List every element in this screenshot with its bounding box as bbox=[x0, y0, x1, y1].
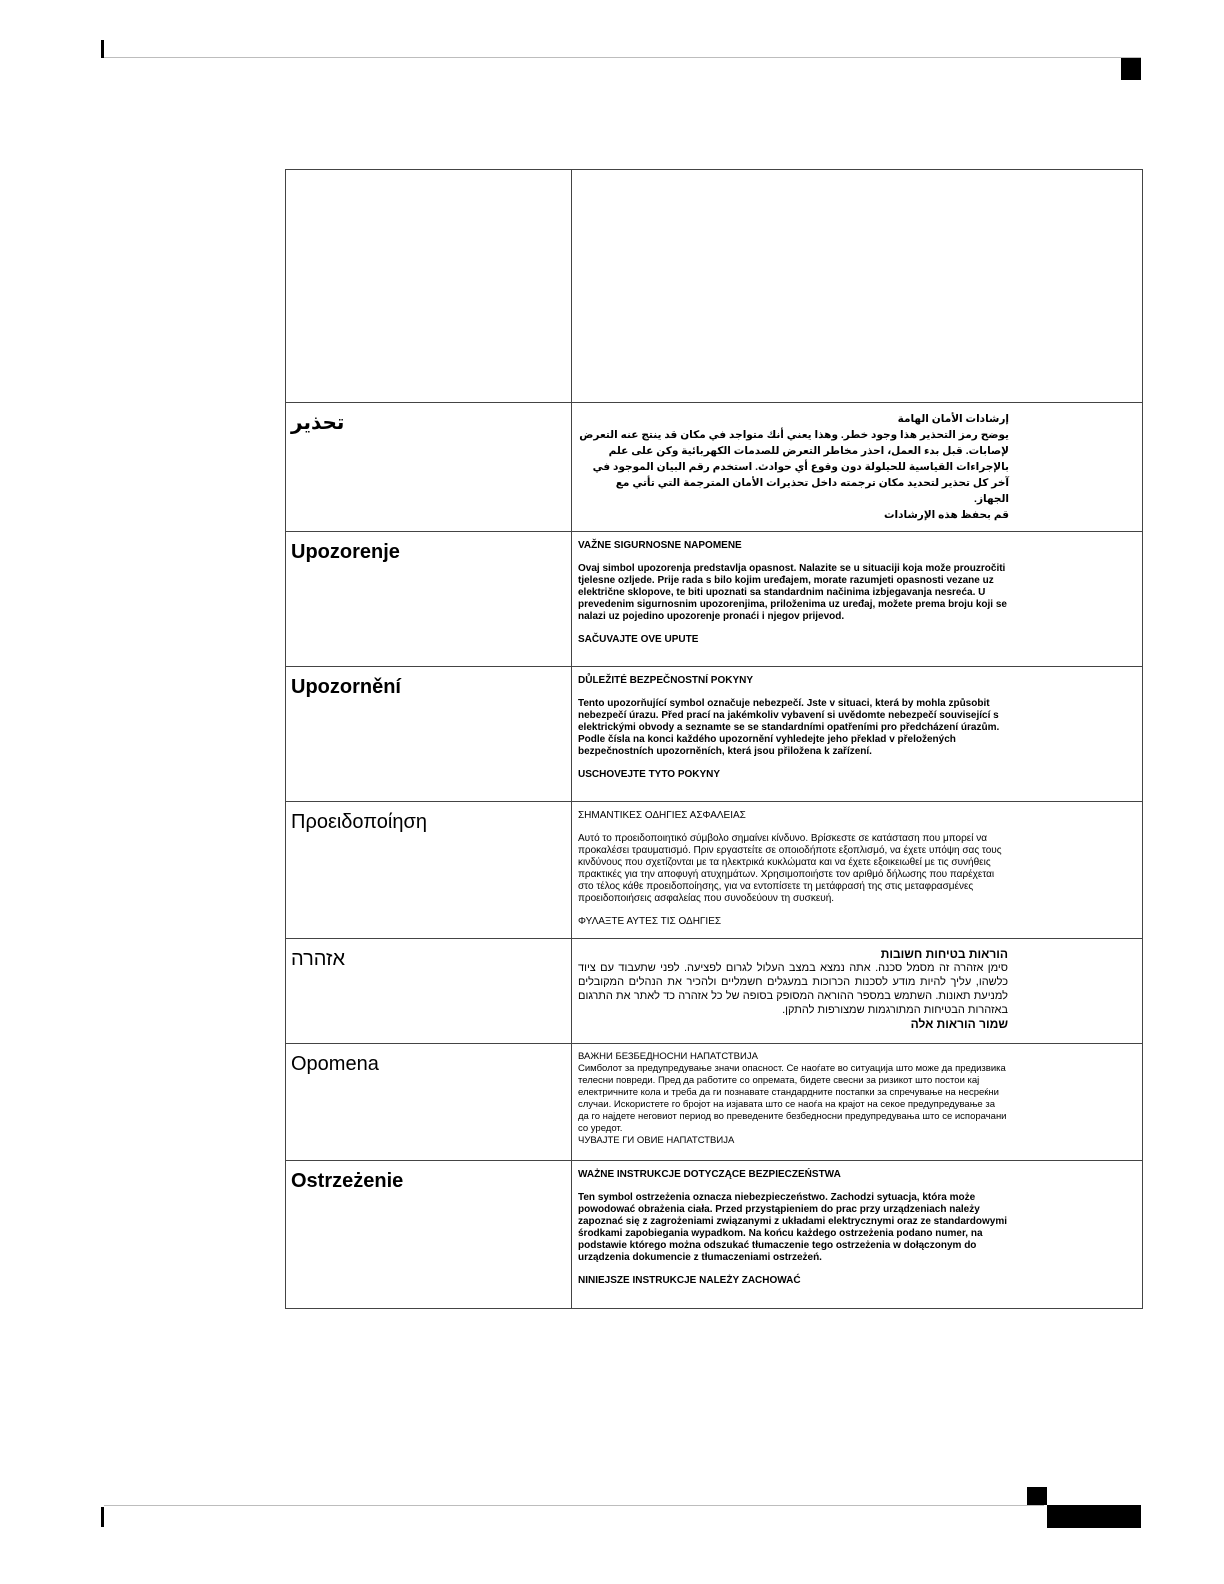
warning-body: Ten symbol ostrzeżenia oznacza niebezpieczeństwo. Zachodzi sytuacja, która może powodować obrażenia ciała. Przed przystąpieniem do prac przy urządzeniach należy zapoznać się z zagrożeniami związanymi z układami elektrycznymi oraz ze standardowymi środkami zapobiegania wypadkom. Na końcu każdego ostrzeżenia podano numer, na podstawie którego można odszukać tłumaczenie tego ostrzeżenia w dołączonym do urządzenia dokumencie z tłumaczeniami ostrzeżeń. bbox=[578, 1192, 1008, 1263]
warning-label-polish: Ostrzeżenie bbox=[291, 1170, 404, 1192]
warning-footer: SAČUVAJTE OVE UPUTE bbox=[578, 634, 699, 645]
warning-heading: إرشادات الأمان الهامة bbox=[897, 413, 1009, 425]
header-page-marker bbox=[1121, 58, 1141, 80]
table-row bbox=[286, 802, 1143, 939]
warning-heading: הוראות בטיחות חשובות bbox=[880, 947, 1008, 961]
warning-body: סימן אזהרה זה מסמל סכנה. אתה נמצא במצב העלול לגרום לפציעה. לפני שתעבוד עם ציוד כלשהו, עליך להיות מודע לסכנות הכרוכות במעגלים חשמליים ולהכיר את הנהלים המקובלים למניעת תאונות. השתמש במספר ההוראה המסופק בסופה של כל אזהרה כד לאתר את התרגום באזהרות הבטיחות המתורגמות שמצורפות להתקן. bbox=[578, 962, 1008, 1016]
warning-label-cell bbox=[286, 170, 572, 403]
table-row bbox=[286, 403, 1143, 532]
table-row bbox=[286, 1044, 1143, 1161]
warning-heading: WAŻNE INSTRUKCJE DOTYCZĄCE BEZPIECZEŃSTWA bbox=[578, 1169, 841, 1180]
warning-footer: ΦΥΛΑΞΤΕ ΑΥΤΕΣ ΤΙΣ ΟΔΗΓΙΕΣ bbox=[578, 916, 722, 927]
footer-page-tab bbox=[1047, 1505, 1141, 1528]
footer-page-marker bbox=[1027, 1487, 1047, 1505]
warning-heading: ВАЖНИ БЕЗБЕДНОСНИ НАПАТСТВИЈА bbox=[578, 1051, 758, 1062]
table-row bbox=[286, 1161, 1143, 1309]
warning-label-greek: Προειδοποίηση bbox=[291, 811, 427, 833]
warning-body: يوضح رمز التحذير هذا وجود خطر. وهذا يعني أنك متواجد في مكان قد ينتج عنه التعرض لإصابات. قبل بدء العمل، احذر مخاطر التعرض للصدمات الكهربائية وكن على علم بالإجراءات القياسية للحيلولة دون وقوع أي حوادث. استخدم رقم البيان الموجود في آخر كل تحذير لتحديد مكان ترجمته داخل تحذيرات الأمان المترجمة التي تأتي مع الجهاز. bbox=[579, 429, 1009, 505]
warning-label-arabic: تحذير bbox=[291, 412, 345, 434]
warning-label-czech: Upozornění bbox=[291, 676, 401, 698]
warning-label-hebrew: אזהרה bbox=[291, 948, 346, 970]
warning-footer: USCHOVEJTE TYTO POKYNY bbox=[578, 769, 721, 780]
table-row bbox=[286, 170, 1143, 403]
warning-footer: قم بحفظ هذه الإرشادات bbox=[884, 509, 1009, 521]
warning-heading: VAŽNE SIGURNOSNE NAPOMENE bbox=[578, 540, 742, 551]
footer-rule bbox=[104, 1505, 1044, 1506]
table-row bbox=[286, 939, 1143, 1044]
warning-footer: ЧУВАЈТЕ ГИ ОВИЕ НАПАТСТВИЈА bbox=[578, 1135, 735, 1146]
warning-footer: NINIEJSZE INSTRUKCJE NALEŻY ZACHOWAĆ bbox=[578, 1275, 801, 1286]
warning-heading: DŮLEŽITÉ BEZPEČNOSTNÍ POKYNY bbox=[578, 675, 754, 686]
warning-footer: שמור הוראות אלה bbox=[910, 1017, 1008, 1031]
warning-heading: ΣΗΜΑΝΤΙΚΕΣ ΟΔΗΓΙΕΣ ΑΣΦΑΛΕΙΑΣ bbox=[578, 810, 746, 821]
warning-body: Ovaj simbol upozorenja predstavlja opasnost. Nalazite se u situaciji koja može prouzročiti tjelesne ozljede. Prije rada s bilo kojim uređajem, morate razumjeti opasnosti vezane uz električne sklopove, te biti upoznati sa standardnim načinima izbjegavanja nesreća. U prevedenim sigurnosnim upozorenjima, priloženima uz uređaj, možete prema broju koji se nalazi uz pojedino upozorenje pronaći i njegov prijevod. bbox=[578, 563, 1007, 622]
warning-text-cell bbox=[572, 170, 1143, 403]
warning-body: Симболот за предупредување значи опасност. Се наоѓате во ситуација што може да предизвика телесни повреди. Пред да работите со опремата, бидете свесни за ризикот што постои кај електричните кола и треба да ги познавате стандардните постапки за спречување на несреќни случаи. Искористете го бројот на изјавата што се наоѓа на крајот на секое предупредување за да го најдете неговиот период во преведените безбедносни предупредувања што се испорачани со уредот. bbox=[578, 1063, 1007, 1134]
warning-body: Tento upozorňující symbol označuje nebezpečí. Jste v situaci, která by mohla způsobit nebezpečí úrazu. Před prací na jakémkoliv vybavení si uvědomte nebezpečí související s elektrickými obvody a seznamte se se standardními opatřeními pro předcházení úrazům. Podle čísla na konci každého upozornění vyhledejte jeho překlad v přeložených bezpečnostních upozorněních, která jsou přiložena k zařízení. bbox=[578, 698, 1000, 757]
table-row bbox=[286, 532, 1143, 667]
footer-tick bbox=[101, 1507, 104, 1527]
header-rule bbox=[104, 57, 1141, 58]
warning-body: Αυτό το προειδοποιητικό σύμβολο σημαίνει κίνδυνο. Βρίσκεστε σε κατάσταση που μπορεί να προκαλέσει τραυματισμό. Πριν εργαστείτε σε οποιοδήποτε εξοπλισμό, να έχετε υπόψη σας τους κινδύνους που σχετίζονται με τα ηλεκτρικά κυκλώματα και να έχετε εξοικειωθεί με τις συνήθεις πρακτικές για την αποφυγή ατυχημάτων. Χρησιμοποιήστε τον αριθμό δήλωσης που παρέχεται στο τέλος κάθε προειδοποίησης, για να εντοπίσετε τη μετάφρασή της στις μεταφρασμένες προειδοποιήσεις ασφαλείας που συνοδεύουν τη συσκευή. bbox=[578, 833, 1002, 904]
translated-warnings-table bbox=[285, 169, 1143, 1309]
header-tick bbox=[101, 40, 104, 58]
table-row bbox=[286, 667, 1143, 802]
warning-label-macedonian: Opomena bbox=[291, 1053, 379, 1075]
warning-label-croatian: Upozorenje bbox=[291, 541, 400, 563]
